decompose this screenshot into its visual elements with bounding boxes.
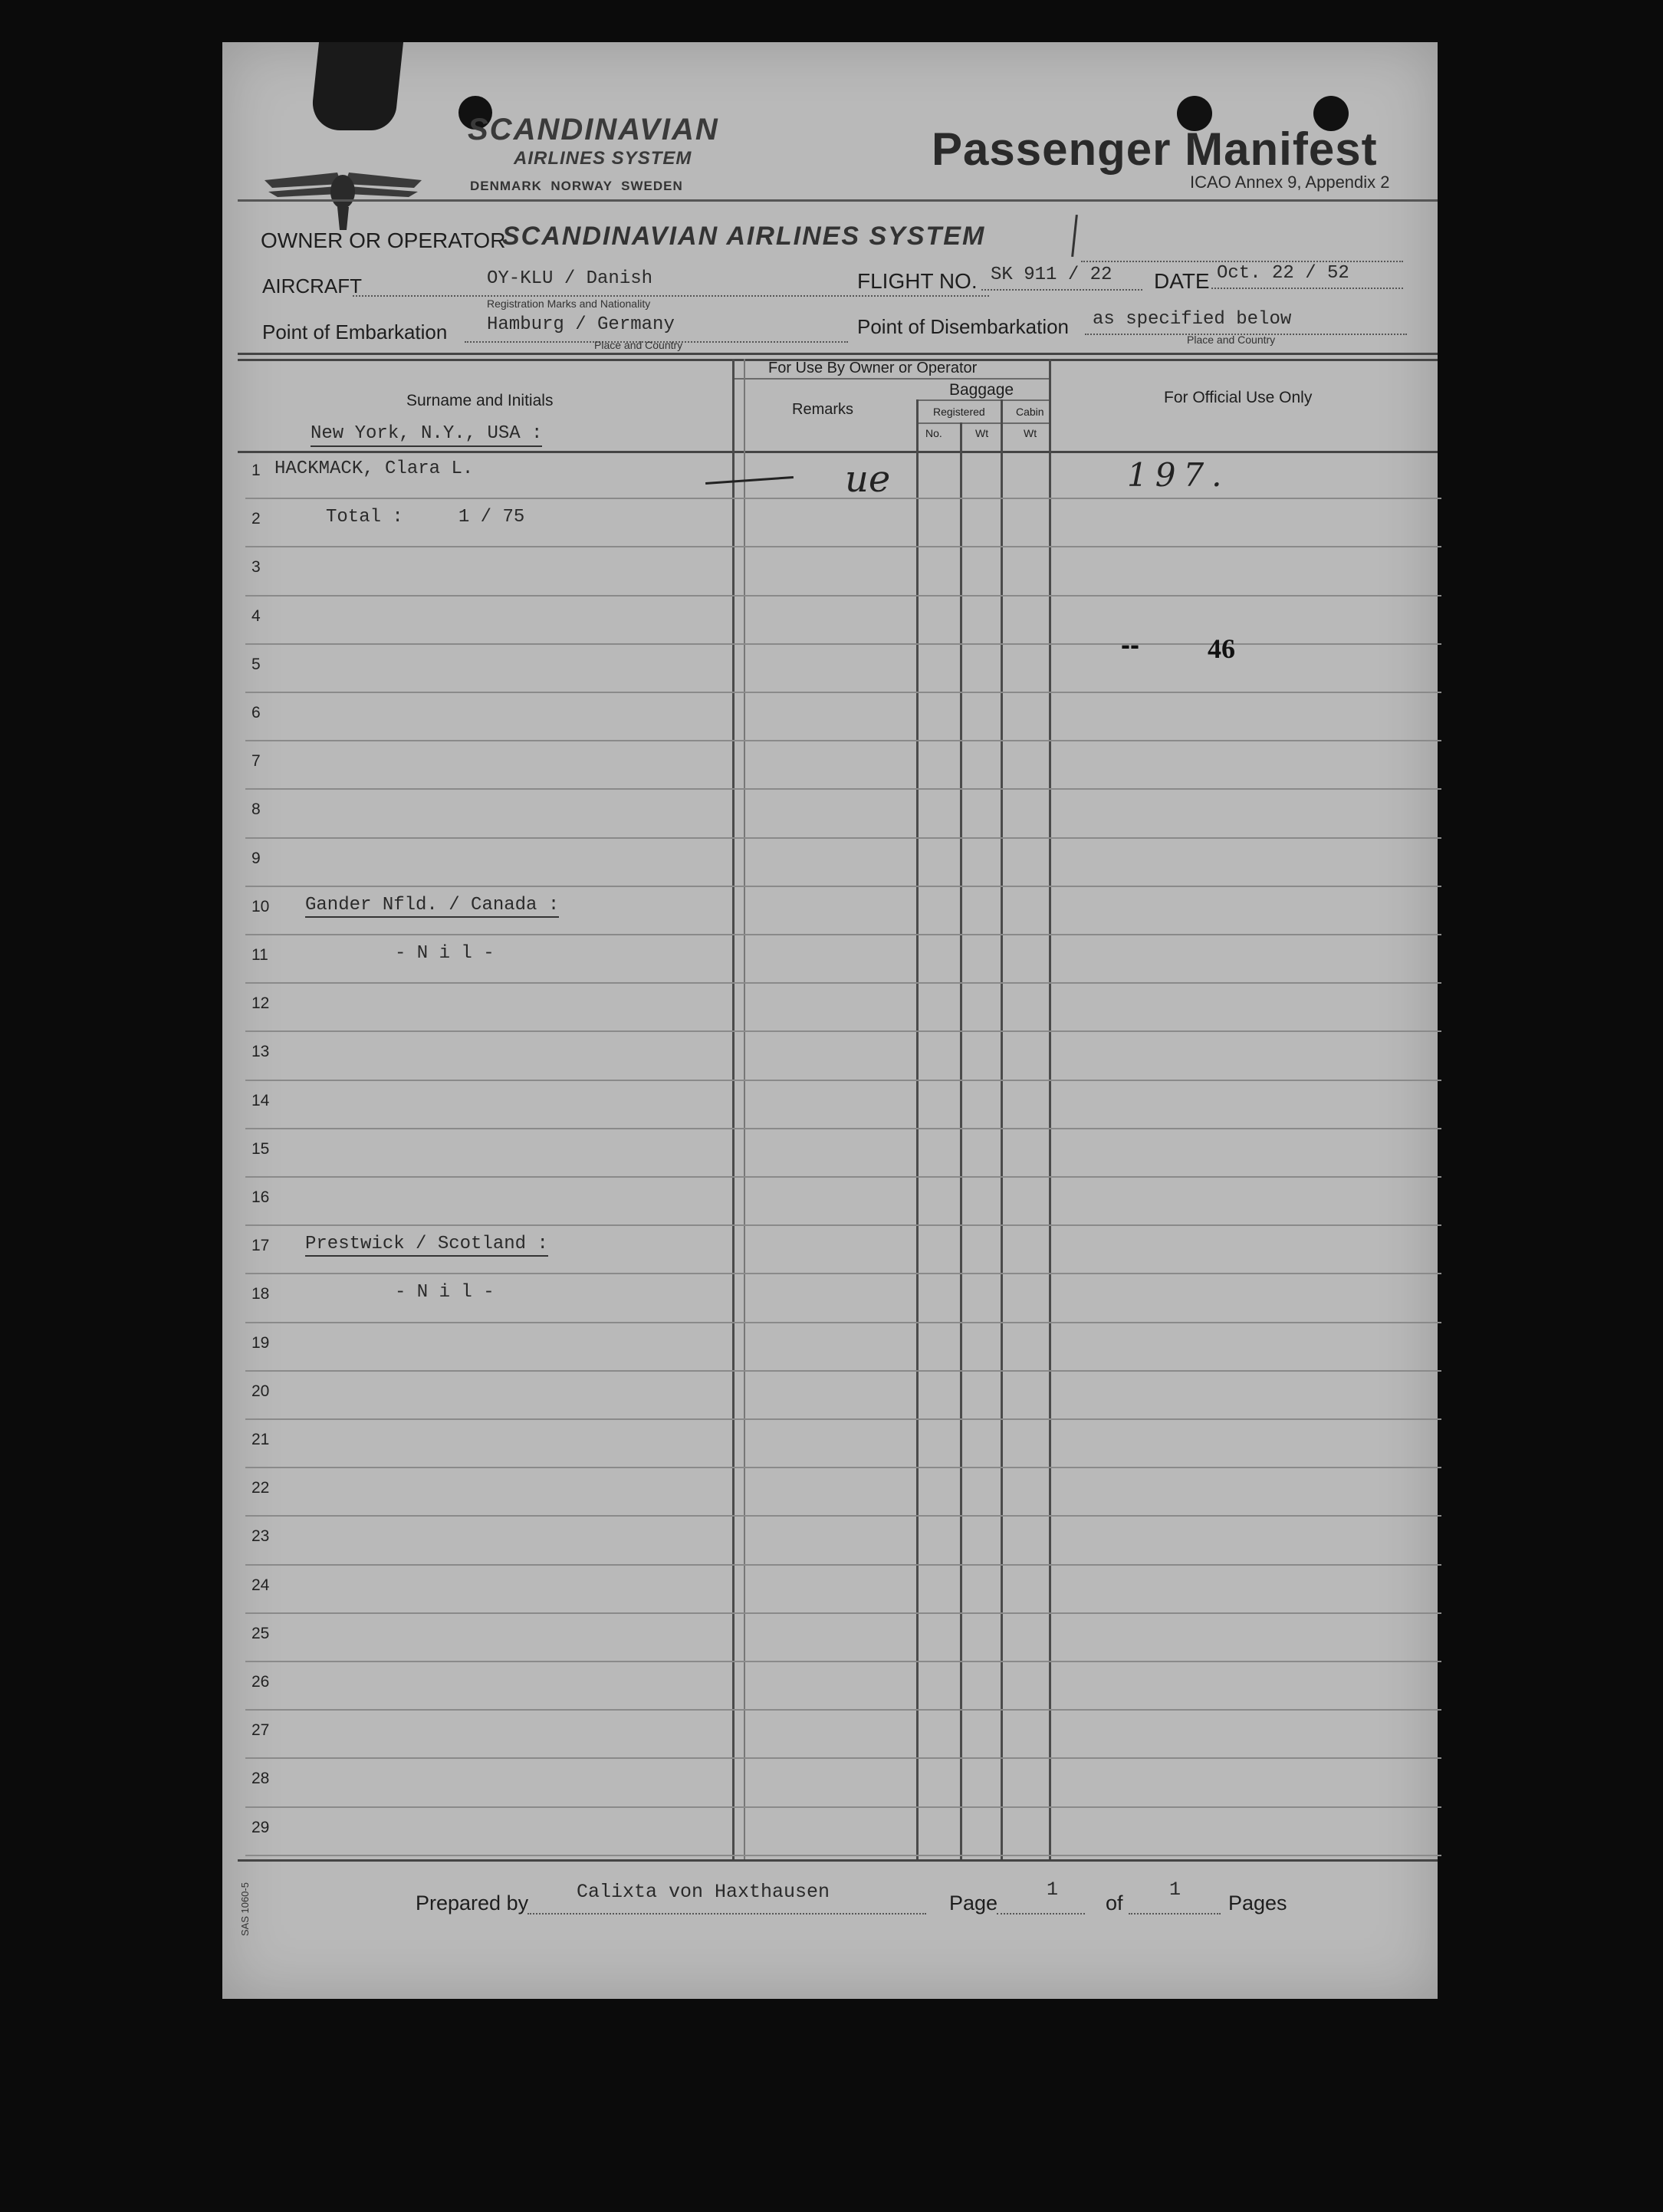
- row-rule: [245, 1418, 1441, 1420]
- no-header: No.: [925, 427, 942, 439]
- row-number: 27: [251, 1721, 270, 1740]
- row-rule: [245, 1128, 1441, 1129]
- row-rule: [245, 1661, 1441, 1662]
- row-rule: [245, 1176, 1441, 1178]
- row-rule: [245, 1612, 1441, 1614]
- row-number: 21: [251, 1431, 270, 1448]
- row-rule: [245, 788, 1441, 790]
- page-title: Passenger Manifest: [932, 123, 1378, 175]
- wings-logo: [261, 119, 426, 234]
- row-entry-stop: Gander Nfld. / Canada :: [305, 895, 559, 918]
- form-code: SAS 1060-5: [239, 1882, 251, 1937]
- row-number: 24: [251, 1576, 270, 1594]
- row-rule: [245, 692, 1441, 693]
- row-number: 28: [251, 1770, 270, 1788]
- row-rule: [245, 1515, 1441, 1517]
- row-number: 9: [251, 849, 261, 867]
- prepared-label: Prepared by: [416, 1892, 529, 1915]
- row-number: 7: [251, 752, 261, 771]
- date-label: DATE: [1154, 269, 1210, 293]
- aircraft-value: OY-KLU / Danish: [487, 268, 653, 289]
- owner-label: OWNER OR OPERATOR: [261, 228, 506, 252]
- row-number: 20: [251, 1382, 270, 1400]
- row-entry-nil: - N i l -: [395, 1282, 495, 1303]
- disembark-value: as specified below: [1093, 309, 1292, 330]
- row-rule: [245, 1564, 1441, 1566]
- manifest-sheet: [222, 42, 1438, 1999]
- row-rule: [245, 982, 1441, 984]
- airline-name: SCANDINAVIAN: [468, 113, 719, 146]
- row-entry-total: Total : 1 / 75: [326, 507, 525, 528]
- row-number: 6: [251, 704, 261, 721]
- airline-name-line2: AIRLINES SYSTEM: [514, 148, 692, 169]
- stamp-number: 46: [1208, 633, 1235, 664]
- row-number: 17: [251, 1237, 270, 1255]
- row-rule: [245, 1370, 1441, 1372]
- row-number: 4: [251, 606, 261, 625]
- baggage-header: Baggage: [949, 381, 1014, 399]
- aircraft-caption: Registration Marks and Nationality: [487, 297, 651, 310]
- owner-value: SCANDINAVIAN AIRLINES SYSTEM: [502, 222, 986, 251]
- registered-header: Registered: [933, 406, 985, 418]
- wt-header: Wt: [975, 427, 989, 439]
- remarks-header: Remarks: [792, 401, 854, 418]
- airline-countries: DENMARK NORWAY SWEDEN: [470, 179, 683, 193]
- embark-label: Point of Embarkation: [262, 320, 448, 343]
- owner-use-header: For Use By Owner or Operator: [768, 360, 978, 376]
- row-rule: [245, 1322, 1441, 1323]
- disembark-label: Point of Disembarkation: [857, 315, 1070, 338]
- row-rule: [245, 934, 1441, 935]
- row1-remark: ue: [845, 458, 891, 501]
- row-rule: [245, 498, 1441, 499]
- date-value: Oct. 22 / 52: [1217, 263, 1349, 284]
- of-value: 1: [1169, 1878, 1182, 1901]
- official-use-header: For Official Use Only: [1164, 389, 1313, 406]
- row-number: 13: [251, 1043, 270, 1061]
- icao-reference: ICAO Annex 9, Appendix 2: [1190, 173, 1390, 192]
- cabin-header: Cabin: [1016, 406, 1044, 418]
- row-number: 23: [251, 1527, 270, 1546]
- flight-value: SK 911 / 22: [991, 265, 1113, 285]
- row-rule: [245, 1855, 1441, 1856]
- row-number: 29: [251, 1818, 270, 1836]
- prepared-value: Calixta von Haxthausen: [577, 1881, 830, 1903]
- row-rule: [245, 1709, 1441, 1711]
- row-number: 12: [251, 994, 270, 1013]
- row-number: 19: [251, 1333, 270, 1352]
- wt-cabin-header: Wt: [1024, 427, 1037, 439]
- row-rule: [245, 1806, 1441, 1808]
- row-number: 1: [251, 462, 261, 479]
- row1-official: 197.: [1127, 456, 1230, 494]
- row-number: 3: [251, 558, 261, 577]
- row-entry-nil: - N i l -: [395, 943, 495, 964]
- aircraft-label: AIRCRAFT: [262, 274, 362, 297]
- row-number: 16: [251, 1188, 270, 1206]
- page-label: Page: [949, 1892, 998, 1915]
- row-number: 8: [251, 800, 261, 819]
- row-rule: [245, 595, 1441, 597]
- row-number: 22: [251, 1479, 270, 1497]
- row-rule: [245, 1030, 1441, 1032]
- row-rule: [245, 643, 1441, 645]
- row-number: 11: [251, 946, 268, 964]
- row-rule: [245, 740, 1441, 741]
- passenger-name: HACKMACK, Clara L.: [274, 459, 474, 479]
- row-rule: [245, 1467, 1441, 1468]
- surname-header: Surname and Initials: [406, 392, 554, 409]
- flight-label: FLIGHT NO.: [857, 269, 978, 293]
- row-number: 14: [251, 1091, 270, 1109]
- embark-value: Hamburg / Germany: [487, 314, 675, 335]
- row-rule: [245, 1224, 1441, 1226]
- row-number: 15: [251, 1139, 270, 1158]
- row-rule: [245, 886, 1441, 887]
- row-rule: [245, 837, 1441, 839]
- pages-label: Pages: [1228, 1892, 1287, 1915]
- tape-mark: [310, 42, 403, 130]
- row-number: 25: [251, 1624, 270, 1642]
- row-number: 18: [251, 1285, 270, 1303]
- row-rule: [245, 1273, 1441, 1274]
- row-entry-stop: Prestwick / Scotland :: [305, 1234, 548, 1257]
- destination-heading: New York, N.Y., USA :: [311, 423, 542, 447]
- disembark-caption: Place and Country: [1187, 334, 1276, 346]
- row-rule: [245, 546, 1441, 547]
- row-rule: [245, 1080, 1441, 1081]
- row-number: 5: [251, 655, 261, 673]
- of-label: of: [1106, 1892, 1123, 1915]
- embark-caption: Place and Country: [594, 339, 683, 351]
- page-value: 1: [1047, 1878, 1059, 1901]
- row-number: 26: [251, 1673, 270, 1691]
- row-number: 2: [251, 510, 261, 528]
- row-number: 10: [251, 897, 270, 915]
- row-rule: [245, 1757, 1441, 1759]
- stamp-dash: --: [1121, 629, 1139, 660]
